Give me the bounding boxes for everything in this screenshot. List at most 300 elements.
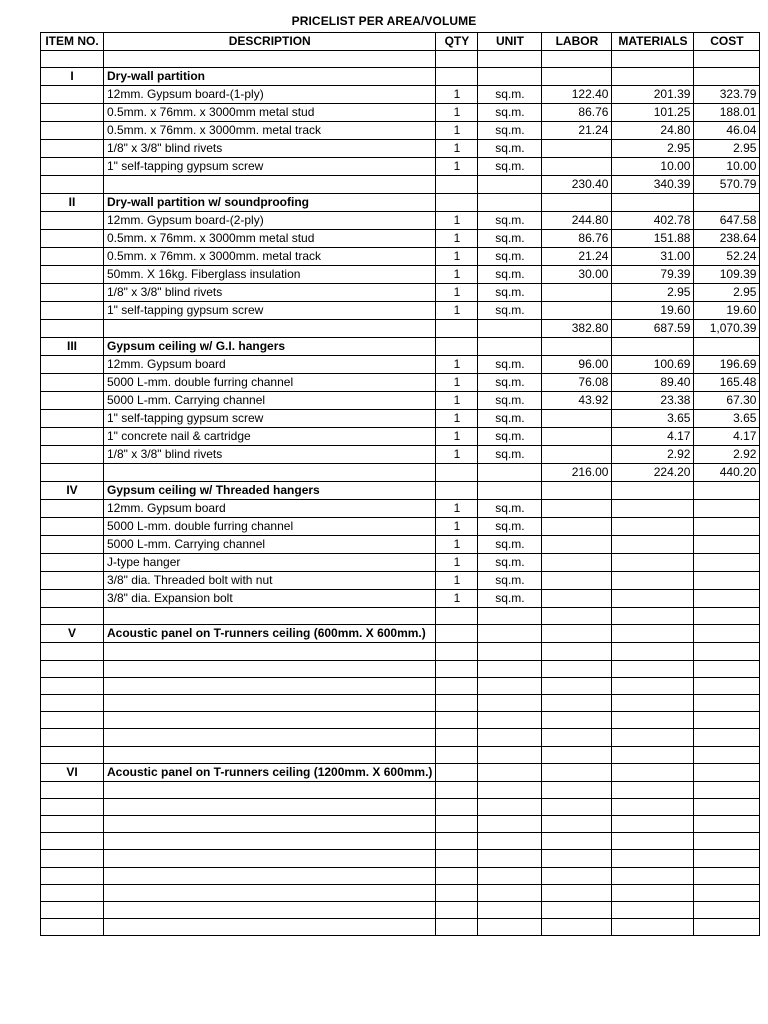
materials-cell: 402.78 [612, 212, 694, 230]
unit-cell [478, 660, 542, 677]
description-cell [104, 729, 436, 746]
labor-cell [542, 902, 612, 919]
qty-cell [436, 194, 478, 212]
qty-cell: 1 [436, 500, 478, 518]
description-cell: 12mm. Gypsum board-(2-ply) [104, 212, 436, 230]
unit-cell: sq.m. [478, 248, 542, 266]
unit-cell: sq.m. [478, 284, 542, 302]
table-row [41, 572, 760, 590]
unit-cell: sq.m. [478, 428, 542, 446]
materials-cell [612, 884, 694, 901]
materials-cell [612, 338, 694, 356]
table-row [41, 86, 760, 104]
description-cell: Gypsum ceiling w/ Threaded hangers [104, 482, 436, 500]
cost-cell: 3.65 [694, 410, 760, 428]
table-row [41, 884, 760, 901]
cost-cell [694, 902, 760, 919]
description-cell [104, 867, 436, 884]
materials-cell [612, 712, 694, 729]
materials-cell [612, 850, 694, 867]
table-row [41, 746, 760, 763]
unit-cell [478, 867, 542, 884]
cost-cell [694, 625, 760, 643]
table-row [41, 867, 760, 884]
table-row [41, 140, 760, 158]
qty-cell [436, 625, 478, 643]
description-cell: 0.5mm. x 76mm. x 3000mm. metal track [104, 122, 436, 140]
unit-cell [478, 712, 542, 729]
table-row [41, 266, 760, 284]
qty-cell: 1 [436, 554, 478, 572]
cost-cell [694, 712, 760, 729]
table-row [41, 104, 760, 122]
labor-cell [542, 643, 612, 660]
unit-cell: sq.m. [478, 572, 542, 590]
description-cell [104, 884, 436, 901]
description-cell: 3/8" dia. Expansion bolt [104, 590, 436, 608]
table-row [41, 902, 760, 919]
item-no-cell [41, 572, 104, 590]
unit-cell [478, 884, 542, 901]
labor-cell [542, 625, 612, 643]
materials-cell: 4.17 [612, 428, 694, 446]
unit-cell: sq.m. [478, 230, 542, 248]
unit-cell: sq.m. [478, 500, 542, 518]
description-cell [104, 694, 436, 711]
unit-cell: sq.m. [478, 356, 542, 374]
qty-cell: 1 [436, 230, 478, 248]
qty-cell [436, 712, 478, 729]
unit-cell [478, 833, 542, 850]
description-cell: 0.5mm. x 76mm. x 3000mm metal stud [104, 104, 436, 122]
labor-cell [542, 338, 612, 356]
qty-cell: 1 [436, 590, 478, 608]
unit-cell: sq.m. [478, 302, 542, 320]
description-cell: 1" self-tapping gypsum screw [104, 302, 436, 320]
description-cell [104, 850, 436, 867]
table-row [41, 833, 760, 850]
item-no-cell [41, 902, 104, 919]
item-no-cell [41, 428, 104, 446]
description-cell: Gypsum ceiling w/ G.I. hangers [104, 338, 436, 356]
materials-cell: 101.25 [612, 104, 694, 122]
item-no-cell [41, 884, 104, 901]
cost-cell [694, 572, 760, 590]
table-row [41, 608, 760, 625]
qty-cell: 1 [436, 212, 478, 230]
unit-cell: sq.m. [478, 554, 542, 572]
item-no-cell [41, 781, 104, 798]
description-cell: 12mm. Gypsum board [104, 500, 436, 518]
labor-cell [542, 500, 612, 518]
qty-cell: 1 [436, 572, 478, 590]
qty-cell [436, 608, 478, 625]
description-cell: 1/8" x 3/8" blind rivets [104, 284, 436, 302]
item-no-cell [41, 122, 104, 140]
cost-cell [694, 518, 760, 536]
pricelist-table [40, 32, 760, 936]
description-cell [104, 712, 436, 729]
materials-cell [612, 194, 694, 212]
description-cell: 12mm. Gypsum board-(1-ply) [104, 86, 436, 104]
table-row [41, 712, 760, 729]
materials-cell [612, 554, 694, 572]
materials-cell: 201.39 [612, 86, 694, 104]
labor-cell [542, 482, 612, 500]
cost-cell: 52.24 [694, 248, 760, 266]
item-no-cell [41, 464, 104, 482]
table-row [41, 428, 760, 446]
unit-cell [478, 729, 542, 746]
table-row [41, 410, 760, 428]
qty-cell [436, 338, 478, 356]
item-no-cell [41, 266, 104, 284]
qty-cell: 1 [436, 536, 478, 554]
materials-cell: 2.95 [612, 140, 694, 158]
description-cell: 50mm. X 16kg. Fiberglass insulation [104, 266, 436, 284]
description-cell: 1" self-tapping gypsum screw [104, 410, 436, 428]
materials-cell [612, 536, 694, 554]
qty-cell: 1 [436, 410, 478, 428]
description-cell: 5000 L-mm. Carrying channel [104, 536, 436, 554]
section-row [41, 482, 760, 500]
description-cell: Dry-wall partition [104, 68, 436, 86]
table-row [41, 643, 760, 660]
item-no-cell: IV [41, 482, 104, 500]
qty-cell: 1 [436, 284, 478, 302]
labor-cell [542, 694, 612, 711]
qty-cell: 1 [436, 446, 478, 464]
labor-cell [542, 68, 612, 86]
table-row [41, 356, 760, 374]
qty-cell: 1 [436, 140, 478, 158]
description-cell: 1" self-tapping gypsum screw [104, 158, 436, 176]
materials-cell [612, 833, 694, 850]
unit-cell [478, 902, 542, 919]
table-row [41, 51, 760, 68]
labor-cell [542, 51, 612, 68]
table-row [41, 798, 760, 815]
description-cell: 1/8" x 3/8" blind rivets [104, 140, 436, 158]
labor-cell [542, 763, 612, 781]
qty-cell [436, 643, 478, 660]
unit-cell: sq.m. [478, 446, 542, 464]
qty-cell [436, 781, 478, 798]
item-no-cell [41, 554, 104, 572]
qty-cell: 1 [436, 356, 478, 374]
materials-cell [612, 677, 694, 694]
table-row [41, 464, 760, 482]
item-no-cell [41, 833, 104, 850]
materials-cell: 687.59 [612, 320, 694, 338]
item-no-cell [41, 392, 104, 410]
materials-cell [612, 694, 694, 711]
unit-cell: sq.m. [478, 104, 542, 122]
qty-cell [436, 68, 478, 86]
labor-cell [542, 608, 612, 625]
description-cell: 1" concrete nail & cartridge [104, 428, 436, 446]
unit-cell [478, 694, 542, 711]
labor-cell [542, 712, 612, 729]
labor-cell [542, 919, 612, 936]
item-no-cell [41, 798, 104, 815]
materials-cell: 31.00 [612, 248, 694, 266]
qty-cell [436, 320, 478, 338]
section-row [41, 194, 760, 212]
cost-cell [694, 536, 760, 554]
unit-cell [478, 625, 542, 643]
cost-cell [694, 677, 760, 694]
unit-cell: sq.m. [478, 122, 542, 140]
qty-cell [436, 677, 478, 694]
unit-cell [478, 68, 542, 86]
cost-cell [694, 554, 760, 572]
description-cell [104, 464, 436, 482]
table-row [41, 919, 760, 936]
qty-cell [436, 694, 478, 711]
cost-cell: 2.92 [694, 446, 760, 464]
description-cell: Acoustic panel on T-runners ceiling (1200mm. X 600mm.) [104, 763, 436, 781]
labor-cell [542, 284, 612, 302]
materials-cell [612, 781, 694, 798]
cost-cell: 165.48 [694, 374, 760, 392]
item-no-cell [41, 158, 104, 176]
cost-cell [694, 590, 760, 608]
description-cell: 5000 L-mm. double furring channel [104, 518, 436, 536]
labor-cell: 30.00 [542, 266, 612, 284]
qty-cell: 1 [436, 122, 478, 140]
labor-cell [542, 446, 612, 464]
description-cell [104, 608, 436, 625]
table-row [41, 536, 760, 554]
materials-cell [612, 500, 694, 518]
labor-cell: 382.80 [542, 320, 612, 338]
labor-cell: 244.80 [542, 212, 612, 230]
qty-cell [436, 464, 478, 482]
qty-cell [436, 729, 478, 746]
cost-cell [694, 833, 760, 850]
materials-cell: 100.69 [612, 356, 694, 374]
header-labor: LABOR [542, 33, 612, 51]
item-no-cell [41, 660, 104, 677]
item-no-cell [41, 410, 104, 428]
table-row [41, 590, 760, 608]
cost-cell: 647.58 [694, 212, 760, 230]
labor-cell: 43.92 [542, 392, 612, 410]
materials-cell: 10.00 [612, 158, 694, 176]
item-no-cell [41, 320, 104, 338]
materials-cell [612, 660, 694, 677]
item-no-cell [41, 51, 104, 68]
labor-cell: 76.08 [542, 374, 612, 392]
labor-cell [542, 867, 612, 884]
unit-cell [478, 320, 542, 338]
materials-cell [612, 729, 694, 746]
unit-cell [478, 338, 542, 356]
item-no-cell [41, 746, 104, 763]
item-no-cell [41, 867, 104, 884]
labor-cell [542, 410, 612, 428]
materials-cell: 340.39 [612, 176, 694, 194]
table-row [41, 446, 760, 464]
labor-cell [542, 816, 612, 833]
section-row [41, 68, 760, 86]
item-no-cell [41, 712, 104, 729]
item-no-cell [41, 284, 104, 302]
table-row [41, 302, 760, 320]
description-cell [104, 816, 436, 833]
cost-cell: 4.17 [694, 428, 760, 446]
item-no-cell [41, 590, 104, 608]
item-no-cell [41, 248, 104, 266]
table-row [41, 660, 760, 677]
table-row [41, 677, 760, 694]
cost-cell [694, 729, 760, 746]
unit-cell: sq.m. [478, 86, 542, 104]
materials-cell [612, 798, 694, 815]
table-row [41, 230, 760, 248]
cost-cell [694, 194, 760, 212]
unit-cell [478, 51, 542, 68]
description-cell [104, 746, 436, 763]
qty-cell [436, 482, 478, 500]
cost-cell: 323.79 [694, 86, 760, 104]
cost-cell: 2.95 [694, 284, 760, 302]
cost-cell [694, 763, 760, 781]
header-materials: MATERIALS [612, 33, 694, 51]
cost-cell [694, 746, 760, 763]
unit-cell [478, 816, 542, 833]
description-cell [104, 902, 436, 919]
cost-cell [694, 51, 760, 68]
labor-cell [542, 729, 612, 746]
description-cell: 5000 L-mm. Carrying channel [104, 392, 436, 410]
cost-cell: 1,070.39 [694, 320, 760, 338]
description-cell [104, 677, 436, 694]
cost-cell [694, 482, 760, 500]
qty-cell [436, 902, 478, 919]
unit-cell: sq.m. [478, 518, 542, 536]
labor-cell [542, 428, 612, 446]
unit-cell: sq.m. [478, 374, 542, 392]
item-no-cell [41, 500, 104, 518]
description-cell: 0.5mm. x 76mm. x 3000mm. metal track [104, 248, 436, 266]
table-row [41, 781, 760, 798]
table-row [41, 158, 760, 176]
materials-cell: 224.20 [612, 464, 694, 482]
cost-cell: 196.69 [694, 356, 760, 374]
qty-cell: 1 [436, 518, 478, 536]
unit-cell [478, 677, 542, 694]
labor-cell [542, 302, 612, 320]
table-row [41, 694, 760, 711]
cost-cell: 109.39 [694, 266, 760, 284]
unit-cell: sq.m. [478, 266, 542, 284]
table-row [41, 729, 760, 746]
item-no-cell: II [41, 194, 104, 212]
section-row [41, 763, 760, 781]
unit-cell: sq.m. [478, 590, 542, 608]
item-no-cell [41, 374, 104, 392]
cost-cell: 67.30 [694, 392, 760, 410]
qty-cell: 1 [436, 266, 478, 284]
qty-cell: 1 [436, 392, 478, 410]
table-row [41, 500, 760, 518]
item-no-cell [41, 86, 104, 104]
description-cell: 5000 L-mm. double furring channel [104, 374, 436, 392]
description-cell [104, 919, 436, 936]
labor-cell [542, 158, 612, 176]
qty-cell: 1 [436, 158, 478, 176]
table-row [41, 554, 760, 572]
unit-cell [478, 763, 542, 781]
item-no-cell [41, 919, 104, 936]
qty-cell: 1 [436, 428, 478, 446]
cost-cell: 19.60 [694, 302, 760, 320]
labor-cell: 86.76 [542, 230, 612, 248]
qty-cell [436, 833, 478, 850]
cost-cell [694, 68, 760, 86]
materials-cell [612, 572, 694, 590]
cost-cell [694, 643, 760, 660]
materials-cell [612, 867, 694, 884]
unit-cell [478, 176, 542, 194]
table-row [41, 122, 760, 140]
cost-cell [694, 781, 760, 798]
item-no-cell [41, 518, 104, 536]
description-cell [104, 643, 436, 660]
qty-cell [436, 660, 478, 677]
description-cell: 12mm. Gypsum board [104, 356, 436, 374]
cost-cell [694, 919, 760, 936]
materials-cell: 24.80 [612, 122, 694, 140]
item-no-cell [41, 230, 104, 248]
qty-cell [436, 176, 478, 194]
cost-cell [694, 338, 760, 356]
labor-cell: 122.40 [542, 86, 612, 104]
cost-cell [694, 884, 760, 901]
cost-cell: 188.01 [694, 104, 760, 122]
description-cell [104, 660, 436, 677]
description-cell [104, 320, 436, 338]
unit-cell [478, 781, 542, 798]
header-item-no: ITEM NO. [41, 33, 104, 51]
qty-cell [436, 816, 478, 833]
cost-cell [694, 660, 760, 677]
labor-cell [542, 518, 612, 536]
table-row [41, 518, 760, 536]
materials-cell: 23.38 [612, 392, 694, 410]
qty-cell: 1 [436, 104, 478, 122]
materials-cell: 89.40 [612, 374, 694, 392]
labor-cell: 21.24 [542, 122, 612, 140]
cost-cell: 238.64 [694, 230, 760, 248]
item-no-cell: I [41, 68, 104, 86]
item-no-cell [41, 446, 104, 464]
header-unit: UNIT [478, 33, 542, 51]
table-row [41, 248, 760, 266]
unit-cell [478, 194, 542, 212]
description-cell: J-type hanger [104, 554, 436, 572]
qty-cell: 1 [436, 86, 478, 104]
cost-cell [694, 500, 760, 518]
unit-cell [478, 919, 542, 936]
table-row [41, 320, 760, 338]
unit-cell: sq.m. [478, 410, 542, 428]
header-cost: COST [694, 33, 760, 51]
labor-cell [542, 677, 612, 694]
materials-cell [612, 643, 694, 660]
